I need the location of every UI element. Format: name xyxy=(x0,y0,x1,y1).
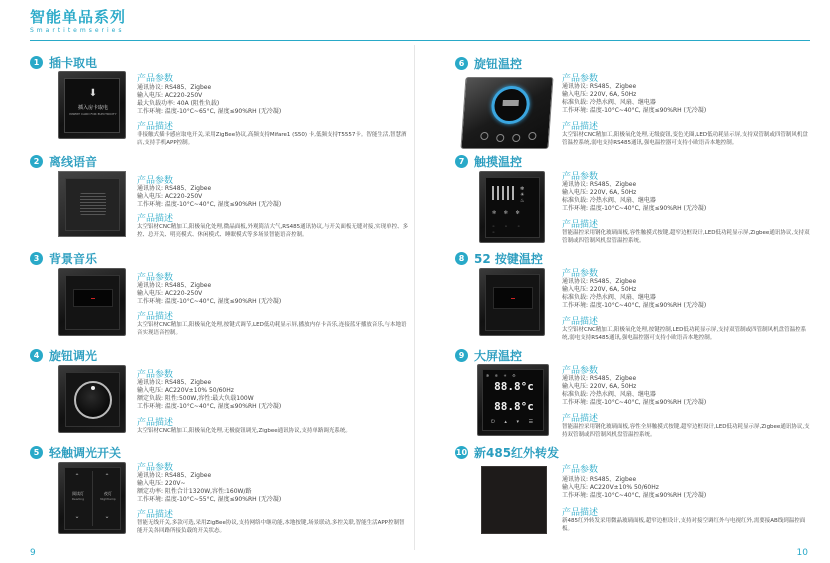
spec-line: 通讯协议: RS485、Zigbee xyxy=(562,181,637,188)
spec-line: 输入电压: 220V, 6A, 50Hz xyxy=(562,189,637,196)
spec-line: 通讯协议: RS485、Zigbee xyxy=(562,278,637,285)
spec-line: 输入电压: 220V~ xyxy=(137,480,186,487)
product-number-badge: 5 xyxy=(30,446,43,459)
spec-line: 标准负载: 冷热水阀、风扇、继电器 xyxy=(562,391,656,398)
touch-keys: ◦ ◦ ◦ ◦ xyxy=(492,224,525,236)
switch-sublabel-left: Reading xyxy=(71,497,85,501)
product-card-knob-dimmer xyxy=(30,347,410,442)
spec-line: 标准负载: 冷热水阀、风扇、继电器 xyxy=(562,294,656,301)
touch-keys: ⏻ ▴ ▾ ☰ xyxy=(490,419,538,425)
product-description: 新485红外转发采用微晶玻璃面板,超窄边框设计,支持对接空调红外与电视红外,需要接AB线到温控面板。 xyxy=(562,518,806,532)
product-title xyxy=(30,347,97,364)
page-subtitle: Smartitemseries xyxy=(30,27,125,34)
params-heading: 产品参数 xyxy=(137,463,174,473)
params-heading: 产品参数 xyxy=(562,74,599,84)
touch-switch-image xyxy=(58,462,126,534)
temperature-display-bottom: 88.8°c xyxy=(494,400,534,413)
page-number-left: 9 xyxy=(30,548,36,558)
product-title xyxy=(455,55,522,72)
spec-line: 通讯协议: RS485、Zigbee xyxy=(562,476,637,483)
params-heading: 产品参数 xyxy=(137,273,174,283)
spec-line: 工作环境: 温度-10°C~40°C, 湿度≤90%RH (无冷凝) xyxy=(562,492,707,499)
card-slot-label: 插入房卡取电 xyxy=(77,105,108,111)
spec-line: 额定功率: 阻性合计1320W,容性:160W/路 xyxy=(137,488,252,495)
product-name: 轻触调光开关 xyxy=(49,446,122,460)
product-card-offline-voice xyxy=(30,153,410,253)
desc-heading: 产品描述 xyxy=(137,510,174,520)
product-description: 智能温控采用钢化玻璃面板,容性全屏触摸式按键,超窄边框设计,LED低功耗显示屏,Zigbee通讯协议,支持双管制或四管制风机盘管温控系统。 xyxy=(562,424,810,438)
desc-heading: 产品描述 xyxy=(137,418,174,428)
params-heading: 产品参数 xyxy=(562,366,599,376)
knob-thermostat-image xyxy=(460,77,553,149)
product-number-badge: 4 xyxy=(30,349,43,362)
spec-line: 工作环境: 温度-10°C~40°C, 湿度≤90%RH (无冷凝) xyxy=(137,403,282,410)
product-description: 太空铝材CNC精加工,阳极氧化处理,无极旋钮调光,Zigbee通讯协议,支持单路调光系统。 xyxy=(137,428,351,434)
desc-heading: 产品描述 xyxy=(562,508,599,518)
product-title xyxy=(30,250,97,267)
spec-line: 通讯协议: RS485、Zigbee xyxy=(562,375,637,382)
spec-line: 工作环境: 温度-10°C~40°C, 湿度≤90%RH (无冷凝) xyxy=(137,201,282,208)
desc-heading: 产品描述 xyxy=(562,220,599,230)
touch-thermostat-image xyxy=(479,171,545,243)
spec-line: 输入电压: AC220-250V xyxy=(137,193,203,200)
spec-line: 通讯协议: RS485、Zigbee xyxy=(137,472,212,479)
product-title xyxy=(30,54,97,71)
spec-line: 输入电压: AC220V±10% 50/60Hz xyxy=(137,387,234,394)
product-description: 太空铝材CNC精加工,阳极氧化处理,无级旋钮,变色光圈,LED低功耗显示屏,支持双管制或四管制风机盘管温控系统,弱电支持RS485通讯,强电温控器可支持小欧语音本地控制。 xyxy=(562,132,808,146)
product-number-badge: 9 xyxy=(455,349,468,362)
page-title: 智能单品系列 xyxy=(30,8,127,26)
product-description: 太空铝材CNC精加工,阳极氧化处理,按键控制,LED低功耗显示屏,支持双管制或四管制风机盘管温控系统,弱电支持RS485通讯,强电温控器可支持小欧语音本地控制。 xyxy=(562,327,807,341)
product-description: 智能温控采用钢化玻璃面板,容性触摸式按键,超窄边框设计,LED低功耗显示屏,Zigbee通讯协议,支持双管制或四管制风机盘管温控系统。 xyxy=(562,230,810,244)
spec-line: 额定负载: 阻性:500W,容性:最大负载100W xyxy=(137,395,254,402)
fan-icon: ✻ ✻ ✻ xyxy=(492,210,523,216)
spec-line: 工作环境: 温度-10°C~40°C, 湿度≤90%RH (无冷凝) xyxy=(562,205,707,212)
product-card-card-power-switch xyxy=(30,54,410,154)
header-divider xyxy=(30,40,810,41)
product-number-badge: 6 xyxy=(455,57,468,70)
product-title xyxy=(455,444,559,461)
spec-line: 通讯协议: RS485、Zigbee xyxy=(137,185,212,192)
product-description: 太空铝材CNC精加工,阳极氧化处理,微晶面板,外观简洁大气,RS485通讯协议,与开关面板无缝对接,实现单控、多控、总开关、明亮模式、休闲模式、睡眠模式等多场景智能语音控制。 xyxy=(137,224,409,238)
product-description: 太空铝材CNC精加工,阳极氧化处理,按键式调节,LED低功耗显示屏,播放内存卡音乐,连接蓝牙播放音乐,与本地语音实现语音控制。 xyxy=(137,322,407,336)
spec-line: 输入电压: AC220V±10% 50/60Hz xyxy=(562,484,659,491)
product-description: 非接触式插卡感应取电开关,采用ZigBee协议,高频支持Mifare1 (S50) 卡,低频支持T5557卡。智能生活,智慧酒店,支持手机APP控制。 xyxy=(137,132,407,146)
params-heading: 产品参数 xyxy=(562,172,599,182)
desc-heading: 产品描述 xyxy=(562,122,599,132)
red-indicator-icon xyxy=(91,298,95,299)
product-name: 大屏温控 xyxy=(474,349,523,363)
product-card-52-button-thermostat xyxy=(455,250,815,345)
spec-line: 标准负载: 冷热水阀、风扇、继电器 xyxy=(562,197,656,204)
spec-line: 输入电压: AC220-250V xyxy=(137,92,203,99)
desc-heading: 产品描述 xyxy=(137,214,174,224)
knob-dimmer-image xyxy=(58,365,126,433)
spec-line: 输入电压: AC220-250V xyxy=(137,290,203,297)
product-card-485-ir-transmitter xyxy=(455,444,815,544)
up-arrow-icon: ⌃ xyxy=(104,473,110,480)
product-number-badge: 10 xyxy=(455,448,468,457)
spec-line: 通讯协议: RS485、Zigbee xyxy=(137,282,212,289)
up-arrow-icon: ⌃ xyxy=(74,473,80,480)
card-slot-sublabel: INSERT CARD FOR ELECTRICITY xyxy=(69,112,117,116)
speaker-grille-icon xyxy=(80,193,106,215)
red-indicator-icon xyxy=(511,298,515,299)
product-card-knob-thermostat xyxy=(455,55,815,155)
product-name: 触摸温控 xyxy=(474,155,523,169)
card-slot-icon: ⬇ xyxy=(88,88,98,99)
spec-line: 标准负载: 冷热水阀、风扇、继电器 xyxy=(562,99,656,106)
column-divider xyxy=(414,45,415,550)
product-number-badge: 1 xyxy=(30,56,43,69)
switch-sublabel-right: Nightlamp xyxy=(100,497,116,501)
product-name: 背景音乐 xyxy=(49,252,98,266)
spec-line: 工作环境: 温度-10°C~40°C, 湿度≤90%RH (无冷凝) xyxy=(137,298,282,305)
button-icon xyxy=(496,134,505,142)
switch-label-left: 阅读灯 xyxy=(72,491,84,496)
product-card-large-screen-thermostat xyxy=(455,347,815,442)
voice-panel-image xyxy=(58,171,126,237)
desc-heading: 产品描述 xyxy=(562,317,599,327)
desc-heading: 产品描述 xyxy=(137,312,174,322)
product-card-background-music xyxy=(30,250,410,345)
down-arrow-icon: ⌄ xyxy=(74,513,80,520)
product-number-badge: 2 xyxy=(30,155,43,168)
params-heading: 产品参数 xyxy=(137,176,174,186)
spec-line: 工作环境: 温度-10°C~65°C, 湿度≤90%RH (无冷凝) xyxy=(137,108,282,115)
product-name: 插卡取电 xyxy=(49,56,98,70)
product-title xyxy=(455,153,522,170)
desc-heading: 产品描述 xyxy=(137,122,174,132)
button-icon xyxy=(528,132,537,140)
product-title xyxy=(30,153,97,170)
temperature-display-top: 88.8°c xyxy=(494,380,534,393)
spec-line: 工作环境: 温度-10°C~40°C, 湿度≤90%RH (无冷凝) xyxy=(562,107,707,114)
button-thermostat-image xyxy=(479,268,545,336)
spec-line: 输入电压: 220V, 6A, 50Hz xyxy=(562,286,637,293)
spec-line: 通讯协议: RS485、Zigbee xyxy=(562,83,637,90)
spec-line: 通讯协议: RS485、Zigbee xyxy=(137,379,212,386)
spec-line: 最大负载功率: 40A (阻性负载) xyxy=(137,100,220,107)
product-title xyxy=(455,347,522,364)
music-panel-image xyxy=(58,268,126,336)
page-number-right: 10 xyxy=(796,548,808,558)
page-header xyxy=(30,8,126,34)
switch-label-right: 夜灯 xyxy=(104,491,112,496)
product-name: 新485红外转发 xyxy=(474,446,560,460)
spec-line: 通讯协议: RS485、Zigbee xyxy=(137,84,212,91)
card-switch-image xyxy=(58,71,126,139)
product-card-touch-thermostat xyxy=(455,153,815,253)
large-screen-thermostat-image xyxy=(477,364,549,436)
mode-icon: ❄ ☀ ♨ xyxy=(520,186,525,204)
spec-line: 输入电压: 220V, 6A, 50Hz xyxy=(562,383,637,390)
params-heading: 产品参数 xyxy=(562,465,599,475)
product-name: 旋钮温控 xyxy=(474,57,523,71)
product-name: 离线语音 xyxy=(49,155,98,169)
params-heading: 产品参数 xyxy=(137,370,174,380)
product-card-touch-dimmer-switch xyxy=(30,444,410,544)
ir-transmitter-image xyxy=(481,466,547,534)
button-icon xyxy=(480,132,489,140)
spec-line: 工作环境: 温度-10°C~55°C, 湿度≤90%RH (无冷凝) xyxy=(137,496,282,503)
product-title xyxy=(455,250,543,267)
product-description: 智能无线开关,多款可选,采用ZigBee协议,支持网络中继功能,本地按键,场景联动,多控关联,智能生活APP控制智能开关各回路所接负载的开关状态。 xyxy=(137,520,405,534)
desc-heading: 产品描述 xyxy=(562,414,599,424)
product-name: 旋钮调光 xyxy=(49,349,98,363)
params-heading: 产品参数 xyxy=(137,74,174,84)
product-number-badge: 3 xyxy=(30,252,43,265)
status-icons: ✻ ❄ ☀ ⚙ xyxy=(486,373,518,378)
spec-line: 输入电压: 220V, 6A, 50Hz xyxy=(562,91,637,98)
spec-line: 工作环境: 温度-10°C~40°C, 湿度≤90%RH (无冷凝) xyxy=(562,302,707,309)
product-number-badge: 7 xyxy=(455,155,468,168)
button-icon xyxy=(512,134,521,142)
spec-line: 工作环境: 温度-10°C~40°C, 湿度≤90%RH (无冷凝) xyxy=(562,399,707,406)
down-arrow-icon: ⌄ xyxy=(104,513,110,520)
temperature-digits xyxy=(492,186,514,200)
product-name: 52 按键温控 xyxy=(474,252,543,266)
product-number-badge: 8 xyxy=(455,252,468,265)
params-heading: 产品参数 xyxy=(562,269,599,279)
product-title xyxy=(30,444,121,461)
